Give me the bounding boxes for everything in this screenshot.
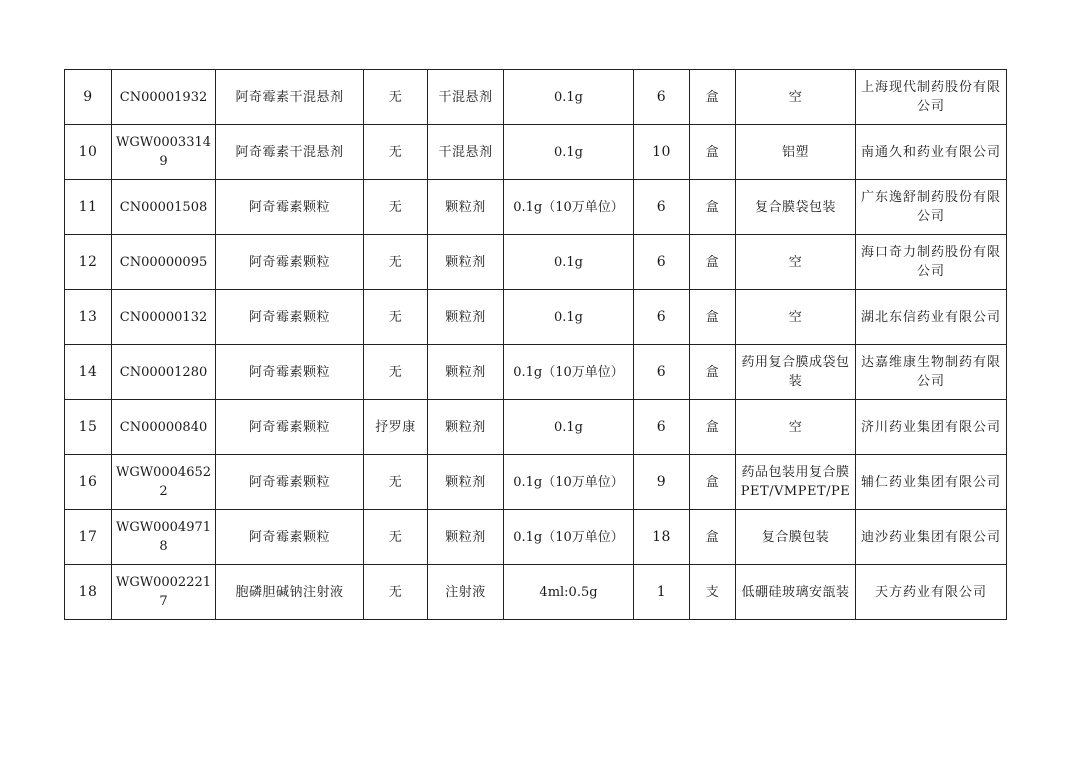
trade-name-cell: 无 bbox=[364, 125, 428, 180]
packaging-cell: 低硼硅玻璃安瓿装 bbox=[736, 565, 856, 620]
specification-cell: 0.1g（10万单位） bbox=[504, 455, 634, 510]
row-number-cell: 9 bbox=[65, 70, 112, 125]
quantity-cell: 10 bbox=[634, 125, 690, 180]
dosage-form-cell: 注射液 bbox=[428, 565, 504, 620]
drug-name-cell: 阿奇霉素颗粒 bbox=[216, 510, 364, 565]
quantity-cell: 1 bbox=[634, 565, 690, 620]
dosage-form-cell: 颗粒剂 bbox=[428, 290, 504, 345]
dosage-form-cell: 颗粒剂 bbox=[428, 510, 504, 565]
approval-code-cell: WGW00022217 bbox=[112, 565, 216, 620]
table-row bbox=[65, 400, 1007, 455]
specification-cell: 0.1g bbox=[504, 400, 634, 455]
dosage-form-cell: 颗粒剂 bbox=[428, 180, 504, 235]
table-row bbox=[65, 125, 1007, 180]
drug-name-cell: 阿奇霉素干混悬剂 bbox=[216, 125, 364, 180]
approval-code-cell: CN00001508 bbox=[112, 180, 216, 235]
trade-name-cell: 无 bbox=[364, 565, 428, 620]
drug-name-cell: 阿奇霉素颗粒 bbox=[216, 290, 364, 345]
approval-code-cell: WGW00046522 bbox=[112, 455, 216, 510]
row-number-cell: 10 bbox=[65, 125, 112, 180]
packaging-cell: 空 bbox=[736, 400, 856, 455]
approval-code-cell: CN00000095 bbox=[112, 235, 216, 290]
quantity-cell: 18 bbox=[634, 510, 690, 565]
approval-code-cell: CN00001280 bbox=[112, 345, 216, 400]
approval-code-cell: CN00000840 bbox=[112, 400, 216, 455]
unit-cell: 盒 bbox=[690, 345, 736, 400]
specification-cell: 0.1g（10万单位） bbox=[504, 180, 634, 235]
unit-cell: 盒 bbox=[690, 70, 736, 125]
unit-cell: 盒 bbox=[690, 400, 736, 455]
specification-cell: 4ml:0.5g bbox=[504, 565, 634, 620]
table-row bbox=[65, 235, 1007, 290]
manufacturer-cell: 迪沙药业集团有限公司 bbox=[856, 510, 1007, 565]
trade-name-cell: 无 bbox=[364, 345, 428, 400]
quantity-cell: 6 bbox=[634, 180, 690, 235]
approval-code-cell: WGW00049718 bbox=[112, 510, 216, 565]
trade-name-cell: 无 bbox=[364, 510, 428, 565]
table-row bbox=[65, 180, 1007, 235]
packaging-cell: 复合膜包装 bbox=[736, 510, 856, 565]
dosage-form-cell: 颗粒剂 bbox=[428, 345, 504, 400]
approval-code-cell: CN00000132 bbox=[112, 290, 216, 345]
drug-name-cell: 阿奇霉素颗粒 bbox=[216, 455, 364, 510]
row-number-cell: 14 bbox=[65, 345, 112, 400]
quantity-cell: 9 bbox=[634, 455, 690, 510]
packaging-cell: 药品包装用复合膜PET/VMPET/PE bbox=[736, 455, 856, 510]
drug-name-cell: 阿奇霉素颗粒 bbox=[216, 180, 364, 235]
unit-cell: 盒 bbox=[690, 235, 736, 290]
drug-name-cell: 阿奇霉素颗粒 bbox=[216, 345, 364, 400]
manufacturer-cell: 辅仁药业集团有限公司 bbox=[856, 455, 1007, 510]
row-number-cell: 16 bbox=[65, 455, 112, 510]
table-row bbox=[65, 345, 1007, 400]
row-number-cell: 15 bbox=[65, 400, 112, 455]
approval-code-cell: CN00001932 bbox=[112, 70, 216, 125]
manufacturer-cell: 天方药业有限公司 bbox=[856, 565, 1007, 620]
row-number-cell: 17 bbox=[65, 510, 112, 565]
dosage-form-cell: 干混悬剂 bbox=[428, 125, 504, 180]
quantity-cell: 6 bbox=[634, 70, 690, 125]
table-row bbox=[65, 455, 1007, 510]
row-number-cell: 11 bbox=[65, 180, 112, 235]
manufacturer-cell: 湖北东信药业有限公司 bbox=[856, 290, 1007, 345]
trade-name-cell: 无 bbox=[364, 455, 428, 510]
row-number-cell: 12 bbox=[65, 235, 112, 290]
specification-cell: 0.1g bbox=[504, 125, 634, 180]
trade-name-cell: 无 bbox=[364, 70, 428, 125]
specification-cell: 0.1g（10万单位） bbox=[504, 510, 634, 565]
table-body bbox=[65, 70, 1007, 620]
packaging-cell: 空 bbox=[736, 235, 856, 290]
packaging-cell: 空 bbox=[736, 290, 856, 345]
unit-cell: 盒 bbox=[690, 510, 736, 565]
packaging-cell: 铝塑 bbox=[736, 125, 856, 180]
manufacturer-cell: 南通久和药业有限公司 bbox=[856, 125, 1007, 180]
drug-list-table bbox=[64, 69, 1007, 620]
quantity-cell: 6 bbox=[634, 400, 690, 455]
unit-cell: 盒 bbox=[690, 290, 736, 345]
unit-cell: 盒 bbox=[690, 180, 736, 235]
quantity-cell: 6 bbox=[634, 290, 690, 345]
unit-cell: 盒 bbox=[690, 455, 736, 510]
manufacturer-cell: 济川药业集团有限公司 bbox=[856, 400, 1007, 455]
packaging-cell: 空 bbox=[736, 70, 856, 125]
specification-cell: 0.1g bbox=[504, 235, 634, 290]
unit-cell: 盒 bbox=[690, 125, 736, 180]
table-row bbox=[65, 70, 1007, 125]
trade-name-cell: 无 bbox=[364, 180, 428, 235]
row-number-cell: 13 bbox=[65, 290, 112, 345]
approval-code-cell: WGW00033149 bbox=[112, 125, 216, 180]
trade-name-cell: 无 bbox=[364, 235, 428, 290]
drug-name-cell: 阿奇霉素颗粒 bbox=[216, 235, 364, 290]
quantity-cell: 6 bbox=[634, 235, 690, 290]
trade-name-cell: 无 bbox=[364, 290, 428, 345]
table-row bbox=[65, 510, 1007, 565]
row-number-cell: 18 bbox=[65, 565, 112, 620]
dosage-form-cell: 颗粒剂 bbox=[428, 400, 504, 455]
specification-cell: 0.1g（10万单位） bbox=[504, 345, 634, 400]
manufacturer-cell: 海口奇力制药股份有限公司 bbox=[856, 235, 1007, 290]
drug-name-cell: 胞磷胆碱钠注射液 bbox=[216, 565, 364, 620]
drug-name-cell: 阿奇霉素颗粒 bbox=[216, 400, 364, 455]
specification-cell: 0.1g bbox=[504, 70, 634, 125]
specification-cell: 0.1g bbox=[504, 290, 634, 345]
trade-name-cell: 抒罗康 bbox=[364, 400, 428, 455]
manufacturer-cell: 达嘉维康生物制药有限公司 bbox=[856, 345, 1007, 400]
manufacturer-cell: 上海现代制药股份有限公司 bbox=[856, 70, 1007, 125]
dosage-form-cell: 颗粒剂 bbox=[428, 455, 504, 510]
dosage-form-cell: 干混悬剂 bbox=[428, 70, 504, 125]
packaging-cell: 复合膜袋包装 bbox=[736, 180, 856, 235]
quantity-cell: 6 bbox=[634, 345, 690, 400]
drug-name-cell: 阿奇霉素干混悬剂 bbox=[216, 70, 364, 125]
packaging-cell: 药用复合膜成袋包装 bbox=[736, 345, 856, 400]
unit-cell: 支 bbox=[690, 565, 736, 620]
manufacturer-cell: 广东逸舒制药股份有限公司 bbox=[856, 180, 1007, 235]
table-row bbox=[65, 290, 1007, 345]
dosage-form-cell: 颗粒剂 bbox=[428, 235, 504, 290]
table-row bbox=[65, 565, 1007, 620]
